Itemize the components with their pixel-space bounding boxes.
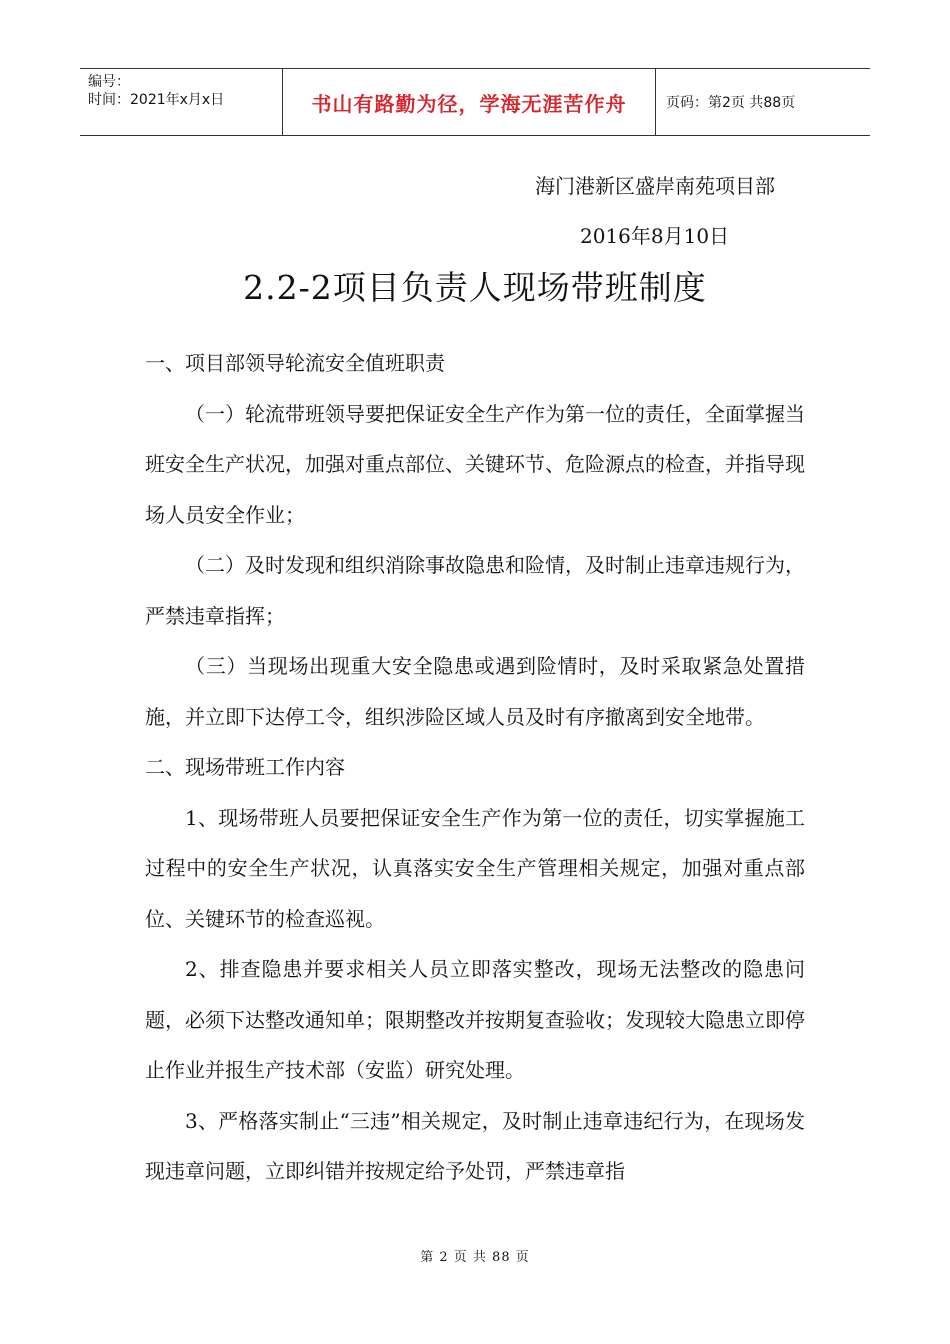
paragraph: 2、排查隐患并要求相关人员立即落实整改，现场无法整改的隐患问题，必须下达整改通知单；限期整改并按期复查验收；发现较大隐患立即停止作业并报生产技术部（安监）研究处理。 bbox=[145, 957, 805, 1082]
document-header bbox=[80, 68, 870, 136]
paragraph: （一）轮流带班领导要把保证安全生产作为第一位的责任，全面掌握当班安全生产状况，加强对重点部位、关键环节、危险源点的检查，并指导现场人员安全作业； bbox=[145, 401, 805, 527]
paragraph: （三）当现场出现重大安全隐患或遇到险情时，及时采取紧急处置措施，并立即下达停工令，组织涉险区域人员及时有序撤离到安全地带。 bbox=[145, 654, 805, 729]
page-footer: 第 2 页 共 88 页 bbox=[420, 1250, 530, 1265]
document-date: 2016年8月10日 bbox=[580, 224, 730, 248]
paragraph: 1、现场带班人员要把保证安全生产作为第一位的责任，切实掌握施工过程中的安全生产状况，认真落实安全生产管理相关规定，加强对重点部位、关键环节的检查巡视。 bbox=[145, 805, 805, 931]
header-motto: 书山有路勤为径，学海无涯苦作舟 bbox=[282, 69, 656, 135]
paragraph: （二）及时发现和组织消除事故隐患和险情，及时制止违章违规行为，严禁违章指挥； bbox=[145, 553, 805, 628]
document-body bbox=[145, 338, 805, 1197]
header-number: 编号： bbox=[88, 74, 130, 90]
paragraph: 3、严格落实制止“三违”相关规定，及时制止违章违纪行为，在现场发现违章问题，立即纠错并按规定给予处罚，严禁违章指 bbox=[145, 1108, 805, 1183]
header-page-info: 页码：第2页 共88页 bbox=[666, 95, 796, 111]
section-heading: 二、现场带班工作内容 bbox=[145, 755, 345, 779]
section-heading: 一、项目部领导轮流安全值班职责 bbox=[145, 351, 445, 375]
document-title: 2.2-2项目负责人现场带班制度 bbox=[243, 268, 707, 307]
header-time: 时间：2021年x月x日 bbox=[88, 92, 225, 108]
organization-name: 海门港新区盛岸南苑项目部 bbox=[535, 174, 775, 198]
header-meta-cell bbox=[80, 69, 282, 135]
